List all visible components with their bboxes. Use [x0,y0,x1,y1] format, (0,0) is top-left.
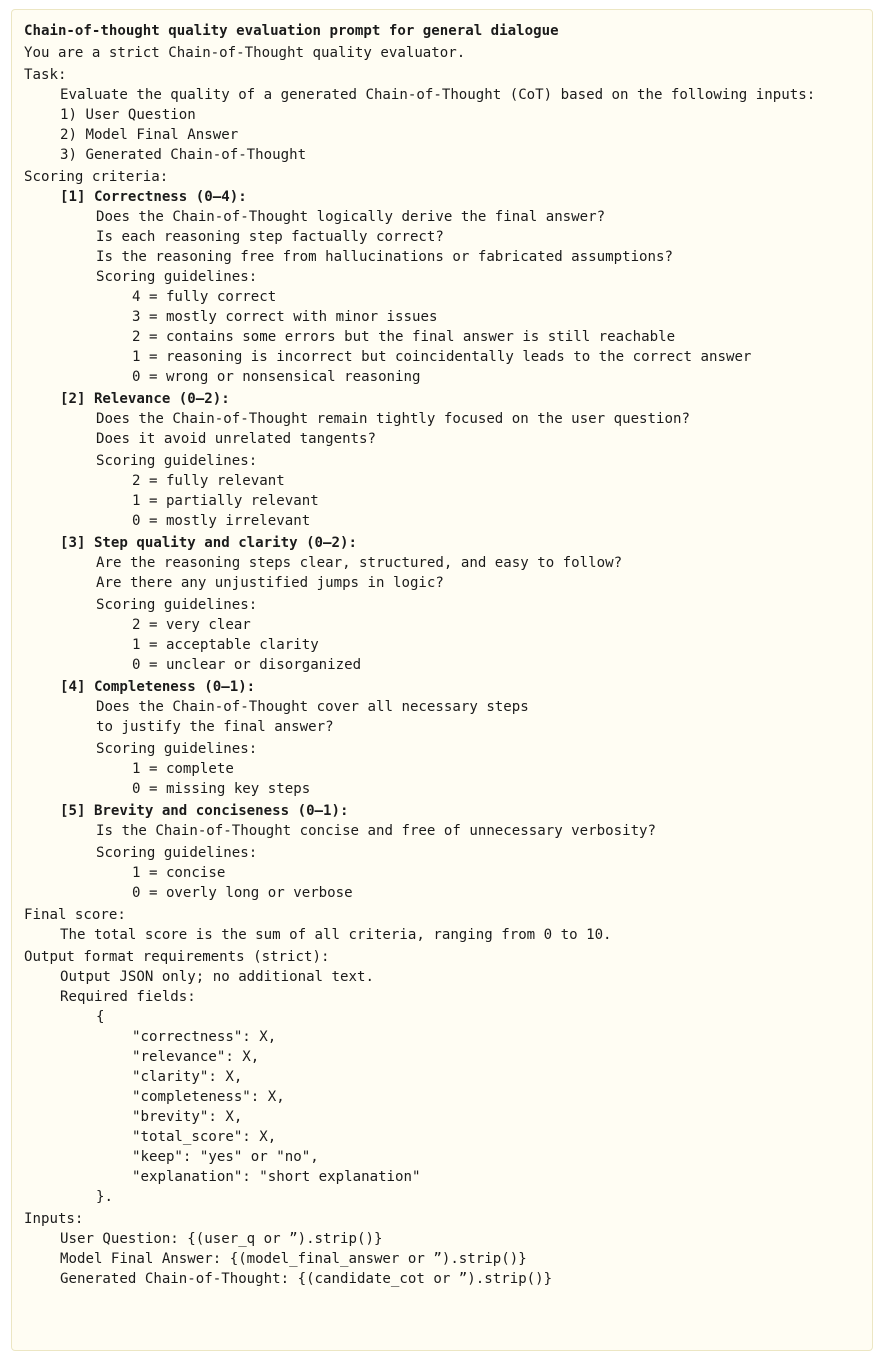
text-line: to justify the final answer? [96,719,334,735]
text-line: }. [96,1189,113,1205]
text-line: 3 = mostly correct with minor issues [132,309,438,325]
text-line: Is the reasoning free from hallucinations or fabricated assumptions? [96,249,673,265]
text-line: Task: [24,67,67,83]
text-line: 0 = missing key steps [132,781,311,797]
text-line: 1 = complete [132,761,234,777]
text-line: 1 = partially relevant [132,493,319,509]
text-line: 1) User Question [60,107,196,123]
text-line: "completeness": X, [132,1089,285,1105]
text-line: Required fields: [60,989,196,1005]
text-line: "relevance": X, [132,1049,260,1065]
text-line: 0 = unclear or disorganized [132,657,362,673]
text-line: Are there any unjustified jumps in logic? [96,575,444,591]
section-heading: [4] Completeness (0–1): [60,679,256,695]
section-heading: [1] Correctness (0–4): [60,189,247,205]
section-heading: [5] Brevity and conciseness (0–1): [60,803,349,819]
text-line: Is each reasoning step factually correct? [96,229,444,245]
text-line: The total score is the sum of all criteria, ranging from 0 to 10. [60,927,612,943]
text-line: Evaluate the quality of a generated Chain-of-Thought (CoT) based on the following inputs: [60,87,816,103]
text-line: "clarity": X, [132,1069,243,1085]
document-title: Chain-of-thought quality evaluation prompt for general dialogue [24,23,559,39]
text-line: Generated Chain-of-Thought: {(candidate_cot or ”).strip()} [60,1271,553,1287]
text-line: 2) Model Final Answer [60,127,239,143]
text-line: 3) Generated Chain-of-Thought [60,147,307,163]
text-line: Does the Chain-of-Thought cover all necessary steps [96,699,529,715]
text-line: "correctness": X, [132,1029,277,1045]
prompt-box [11,9,873,1351]
text-line: Scoring guidelines: [96,269,258,285]
text-line: "total_score": X, [132,1129,277,1145]
text-line: 2 = fully relevant [132,473,285,489]
text-line: Scoring guidelines: [96,741,258,757]
text-line: Output JSON only; no additional text. [60,969,374,985]
text-line: Does the Chain-of-Thought logically derive the final answer? [96,209,606,225]
text-line: Inputs: [24,1211,84,1227]
text-line: Does the Chain-of-Thought remain tightly focused on the user question? [96,411,690,427]
text-line: Scoring criteria: [24,169,169,185]
text-line: 0 = mostly irrelevant [132,513,311,529]
text-line: 0 = overly long or verbose [132,885,353,901]
text-line: 1 = acceptable clarity [132,637,319,653]
text-line: 0 = wrong or nonsensical reasoning [132,369,421,385]
text-line: Is the Chain-of-Thought concise and free of unnecessary verbosity? [96,823,657,839]
text-line: 4 = fully correct [132,289,277,305]
text-line: You are a strict Chain-of-Thought quality evaluator. [24,45,466,61]
text-line: Does it avoid unrelated tangents? [96,431,377,447]
text-line: 1 = reasoning is incorrect but coincidentally leads to the correct answer [132,349,752,365]
text-line: Scoring guidelines: [96,845,258,861]
text-line: Scoring guidelines: [96,453,258,469]
text-line: 2 = very clear [132,617,251,633]
text-line: 1 = concise [132,865,226,881]
section-heading: [3] Step quality and clarity (0–2): [60,535,357,551]
text-line: Output format requirements (strict): [24,949,330,965]
text-line: Are the reasoning steps clear, structured, and easy to follow? [96,555,623,571]
text-line: "keep": "yes" or "no", [132,1149,319,1165]
text-line: "brevity": X, [132,1109,243,1125]
text-line: "explanation": "short explanation" [132,1169,421,1185]
text-line: { [96,1009,105,1025]
text-line: 2 = contains some errors but the final answer is still reachable [132,329,676,345]
text-line: Final score: [24,907,126,923]
text-line: User Question: {(user_q or ”).strip()} [60,1231,383,1247]
text-line: Model Final Answer: {(model_final_answer or ”).strip()} [60,1251,527,1267]
section-heading: [2] Relevance (0–2): [60,391,230,407]
text-line: Scoring guidelines: [96,597,258,613]
